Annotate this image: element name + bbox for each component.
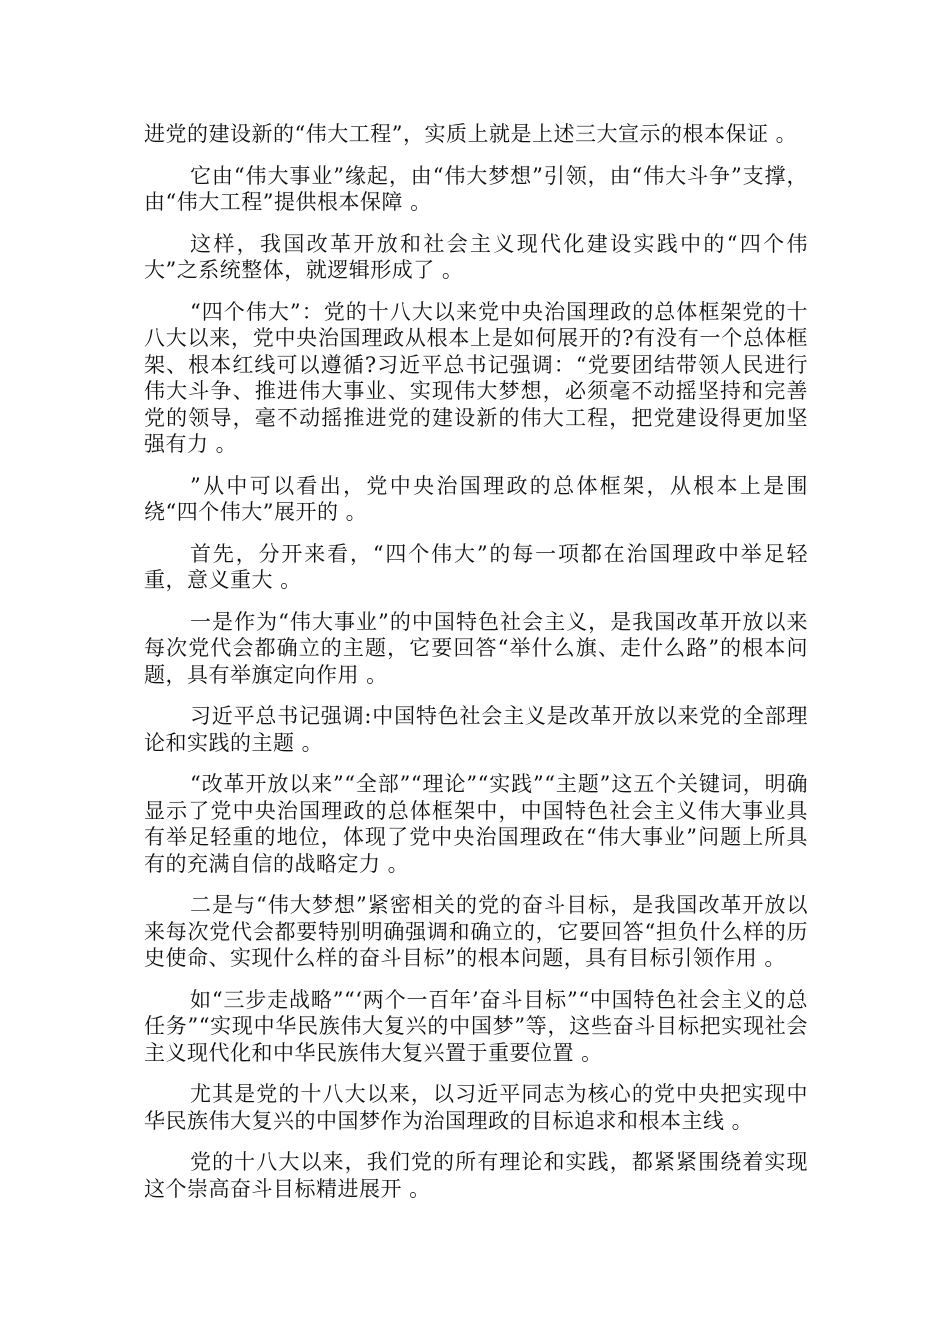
paragraph-10: 二是与“伟大梦想”紧密相关的党的奋斗目标，是我国改革开放以来每次党代会都要特别明确强调和确立的，它要回答“担负什么样的历史使命、实现什么样的奋斗目标”的根本问题，具有目标引领作用 。 (144, 893, 808, 970)
paragraph-13: 党的十八大以来，我们党的所有理论和实践，都紧紧围绕着实现这个崇高奋斗目标精进展开 。 (144, 1150, 808, 1201)
paragraph-1: 进党的建设新的“伟大工程”，实质上就是上述三大宣示的根本保证 。 (144, 122, 798, 146)
document-body (144, 121, 808, 1217)
paragraph-6: 首先，分开来看，“四个伟大”的每一项都在治国理政中举足轻重，意义重大 。 (144, 541, 808, 592)
paragraph-2: 它由“伟大事业”缘起，由“伟大梦想”引领，由“伟大斗争”支撑，由“伟大工程”提供根本保障 。 (144, 163, 808, 214)
paragraph-9: “改革开放以来”“全部”“理论”“实践”“主题”这五个关键词，明确显示了党中央治国理政的总体框架中，中国特色社会主义伟大事业具有举足轻重的地位，体现了党中央治国理政在“伟大事业”问题上所具有的充满自信的战略定力 。 (144, 772, 808, 876)
paragraph-8: 习近平总书记强调:中国特色社会主义是改革开放以来党的全部理论和实践的主题 。 (144, 704, 808, 755)
paragraph-7: 一是作为“伟大事业”的中国特色社会主义，是我国改革开放以来每次党代会都确立的主题，它要回答“举什么旗、走什么路”的根本问题，具有举旗定向作用 。 (144, 609, 808, 687)
paragraph-5: ”从中可以看出，党中央治国理政的总体框架，从根本上是围绕“四个伟大”展开的 。 (144, 473, 808, 524)
paragraph-11: 如“三步走战略”“‘两个一百年’奋斗目标”“中国特色社会主义的总任务”“实现中华民族伟大复兴的中国梦”等，这些奋斗目标把实现社会主义现代化和中华民族伟大复兴置于重要位置 。 (144, 987, 808, 1065)
paragraph-4: “四个伟大”：党的十八大以来党中央治国理政的总体框架党的十八大以来，党中央治国理政从根本上是如何展开的?有没有一个总体框架、根本红线可以遵循?习近平总书记强调：“党要团结带领人民进行伟大斗争、推进伟大事业、实现伟大梦想，必须毫不动摇坚持和完善党的领导，毫不动摇推进党的建设新的伟大工程，把党建设得更加坚强有力 。 (144, 299, 808, 456)
paragraph-3: 这样，我国改革开放和社会主义现代化建设实践中的“四个伟大”之系统整体，就逻辑形成了 。 (144, 231, 808, 282)
paragraph-12: 尤其是党的十八大以来，以习近平同志为核心的党中央把实现中华民族伟大复兴的中国梦作为治国理政的目标追求和根本主线 。 (144, 1082, 808, 1133)
